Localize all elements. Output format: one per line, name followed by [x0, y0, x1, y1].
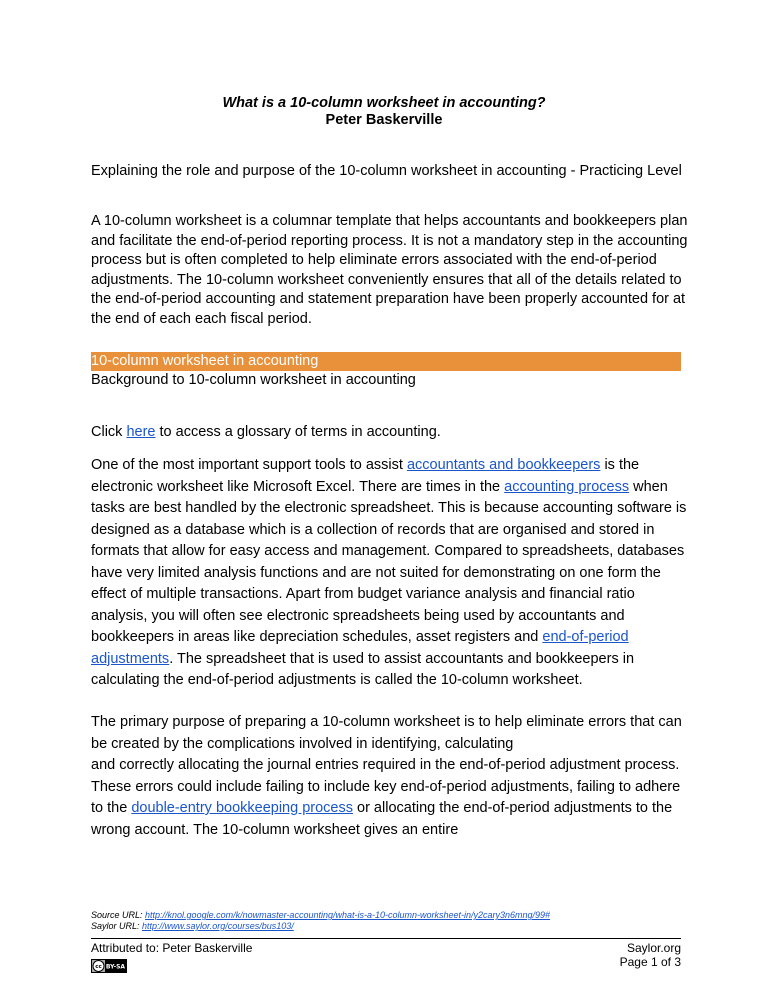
document-title-block: [0, 95, 768, 129]
para3-text-4: . The spreadsheet that is used to assist accountants and bookkeepers in calculating the end-of-period adjustments is called the 10-column worksheet.: [91, 650, 635, 688]
para4-text-3: or allocating the end-of-period adjustments to the wrong account. The 10-column worksheet gives an entire: [91, 800, 673, 838]
accounting-process-link[interactable]: accounting process: [504, 478, 630, 495]
glossary-text-before: Click: [91, 424, 127, 440]
footer-divider: [91, 938, 681, 939]
intro-paragraph: Explaining the role and purpose of the 10-column worksheet in accounting - Practicing Level: [91, 163, 682, 179]
para3-text-2: is the electronic worksheet like Microsoft Excel. There are times in the: [91, 457, 640, 495]
page-number: Page 1 of 3: [619, 955, 681, 969]
page-title: What is a 10-column worksheet in accounting?: [222, 95, 546, 111]
saylor-url-label: Saylor URL:: [91, 921, 143, 931]
para4-text-1: The primary purpose of preparing a 10-column worksheet is to help eliminate errors that can be created by the complications involved in identifying, calculating: [91, 714, 682, 752]
primary-purpose-paragraph: [91, 712, 691, 841]
support-tools-paragraph: [91, 455, 691, 692]
site-name: Saylor.org: [626, 941, 681, 955]
accountants-bookkeepers-link[interactable]: accountants and bookkeepers: [406, 457, 601, 473]
attribution-text: Attributed to: Peter Baskerville: [91, 941, 253, 955]
source-urls: [91, 910, 550, 932]
footer-page-info: [560, 941, 681, 969]
source-url-line: [91, 910, 550, 921]
end-of-period-adjustments-link[interactable]: end-of-period adjustments: [91, 629, 629, 667]
saylor-url-link[interactable]: http://www.saylor.org/courses/bus103/: [142, 921, 294, 931]
saylor-url-line: [91, 921, 550, 932]
double-entry-link[interactable]: double-entry bookkeeping process: [131, 800, 353, 816]
section-heading: 10-column worksheet in accounting: [91, 352, 681, 371]
author-name: Peter Baskerville: [325, 112, 443, 128]
para3-text-1: One of the most important support tools to assist: [91, 457, 407, 473]
source-url-label: Source URL:: [91, 910, 146, 920]
section-subheading: Background to 10-column worksheet in accounting: [91, 372, 416, 388]
glossary-link[interactable]: here: [126, 424, 156, 440]
definition-paragraph: A 10-column worksheet is a columnar template that helps accountants and bookkeepers plan and facilitate the end-of-period reporting process. It is not a mandatory step in the accounting process but is often completed to help eliminate errors associated with the end-of-period adjustments. The 10-column worksheet conveniently ensures that all of the details related to the end-of-period accounting and statement preparation have been properly accounted for at the end of each each fiscal period.: [91, 213, 688, 327]
source-url-link[interactable]: http://knol.google.com/k/nowmaster-accounting/what-is-a-10-column-worksheet-in/y2cary3n6mng/99#: [145, 910, 551, 920]
cc-by-sa-license-icon: [91, 959, 127, 973]
license-text: BY-SA: [105, 963, 126, 971]
para4-text-2: and correctly allocating the journal entries required in the end-of-period adjustment process. These errors could include failing to include key end-of-period adjustments, failing to adhere to the: [91, 757, 681, 816]
para3-text-3: when tasks are best handled by the electronic spreadsheet. This is because accounting software is designed as a database which is a collection of records that are organised and stored in formats that allow for easy access and management. Compared to spreadsheets, databases have very limited analysis functions and are not suited for demonstrating on one form the effect of multiple transactions. Apart from budget variance analysis and financial ratio analysis, you will often see electronic spreadsheets being used by accountants and bookkeepers in areas like depreciation schedules, asset registers and: [91, 478, 687, 645]
glossary-paragraph: [91, 423, 691, 443]
cc-text: cc: [95, 964, 102, 971]
glossary-text-after: to access a glossary of terms in accounting.: [155, 424, 441, 440]
